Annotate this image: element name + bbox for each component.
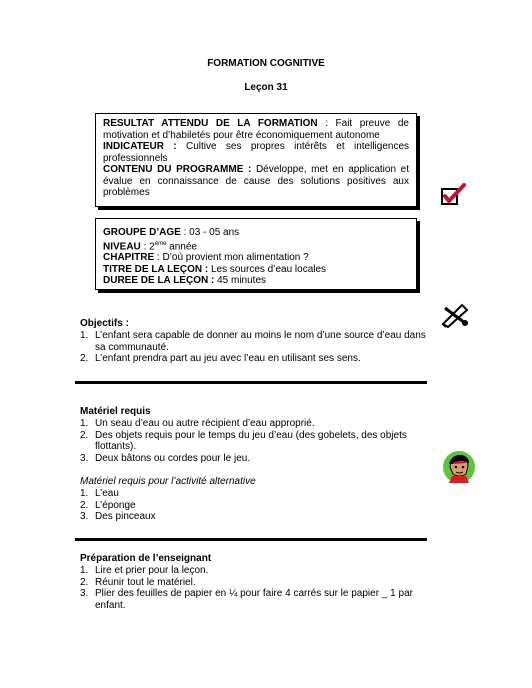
alt-materiel-heading: Matériel requis pour l’activité alternative — [80, 476, 256, 487]
section-divider — [75, 538, 427, 541]
resultat-line: RESULTAT ATTENDU DE LA FORMATION : Fait preuve de motivation et d’habiletés pour être économiquement autonome — [103, 118, 409, 141]
list-item: 2. Réunir tout le matériel. — [80, 576, 196, 588]
materiel-heading: Matériel requis — [80, 406, 151, 417]
preparation-list — [80, 565, 428, 611]
list-item: 1. L’enfant sera capable de donner au moins le nom d’une source d’eau dans sa communauté. — [80, 330, 426, 353]
contenu-line: CONTENU DU PROGRAMME : Développe, met en application et évalue en connaissance de cause des solutions positives aux problèmes — [103, 164, 409, 198]
pencil-tools-icon — [440, 302, 470, 328]
document-title: FORMATION COGNITIVE — [207, 58, 325, 69]
list-item: 1. L’eau — [80, 488, 119, 499]
list-item: 3. Plier des feuilles de papier en ¼ pour faire 4 carrés sur le papier _ 1 par enfant. — [80, 588, 413, 611]
indicateur-line: INDICATEUR : Cultive ses propres intérêts et intelligences professionnels — [103, 141, 410, 164]
lesson-number: Leçon 31 — [244, 82, 288, 93]
chapitre-line: CHAPITRE : D’où provient mon alimentation ? — [103, 252, 309, 264]
program-box — [95, 113, 417, 207]
list-item: 2. L’éponge — [80, 499, 136, 511]
checkbox-check-icon — [440, 183, 466, 207]
titre-line: TITRE DE LA LEÇON : Les sources d’eau locales — [103, 263, 327, 275]
section-divider — [75, 381, 427, 384]
list-item: 1. Un seau d’eau ou autre récipient d’eau approprié. — [80, 418, 315, 429]
lesson-info-box — [95, 218, 417, 290]
list-item: 1. Lire et prier pour la leçon. — [80, 565, 209, 576]
objectifs-heading: Objectifs : — [80, 318, 129, 329]
materiel-list — [80, 418, 440, 464]
niveau-line: NIVEAU : 2ème année — [103, 240, 197, 252]
preparation-heading: Préparation de l’enseignant — [80, 553, 212, 564]
groupe-line: GROUPE D’AGE : 03 - 05 ans — [103, 227, 240, 238]
list-item: 2. Des objets requis pour le temps du jeu d’eau (des gobelets, des objets flottants). — [80, 429, 407, 452]
child-face-icon — [442, 450, 476, 484]
list-item: 3. Deux bâtons ou cordes pour le jeu. — [80, 452, 251, 464]
list-item: 3. Des pinceaux — [80, 511, 156, 522]
duree-line: DUREE DE LA LEÇON : 45 minutes — [103, 275, 267, 287]
alt-materiel-list — [80, 488, 380, 523]
list-item: 2. L’enfant prendra part au jeu avec l’eau en utilisant ses sens. — [80, 353, 361, 364]
objectifs-list — [80, 330, 428, 365]
